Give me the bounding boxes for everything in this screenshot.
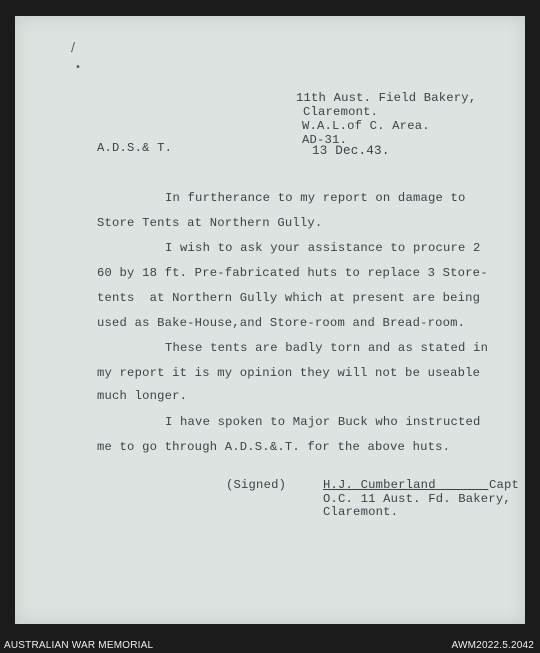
signature-location: Claremont. [323,505,399,519]
signature-rank: Capt [489,478,520,492]
accession-number: AWM2022.5.2042 [451,640,534,651]
pencil-mark: • [75,62,81,73]
letter-date: 13 Dec.43. [312,144,390,158]
signed-label: (Signed) [226,478,287,492]
signature-rule [436,478,489,492]
signature-title: O.C. 11 Aust. Fd. Bakery, [323,492,511,506]
sender-unit: 11th Aust. Field Bakery, [296,91,477,105]
body-line: my report it is my opinion they will not be useable [97,366,481,380]
pencil-mark: / [71,40,76,54]
institution-label: AUSTRALIAN WAR MEMORIAL [4,640,154,651]
body-line: These tents are badly torn and as stated in [165,341,489,355]
addressee: A.D.S.& T. [97,141,173,155]
signature-name-text: H.J. Cumberland [323,478,436,492]
signature-name [323,478,488,492]
sender-area: W.A.L.of C. Area. [302,119,430,133]
body-line: I wish to ask your assistance to procure 2 [165,241,481,255]
body-line: used as Bake-House,and Store-room and Bread-room. [97,316,466,330]
sender-reference: AD-31. [302,133,348,147]
body-line: much longer. [97,389,188,403]
document-page [15,16,525,624]
body-line: Store Tents at Northern Gully. [97,216,323,230]
body-line: I have spoken to Major Buck who instructed [165,415,481,429]
body-line: me to go through A.D.S.&.T. for the above huts. [97,440,451,454]
sender-location: Claremont. [303,105,379,119]
body-line: 60 by 18 ft. Pre-fabricated huts to replace 3 Store- [97,266,488,280]
body-line: tents at Northern Gully which at present are being [97,291,481,305]
body-line: In furtherance to my report on damage to [165,191,466,205]
